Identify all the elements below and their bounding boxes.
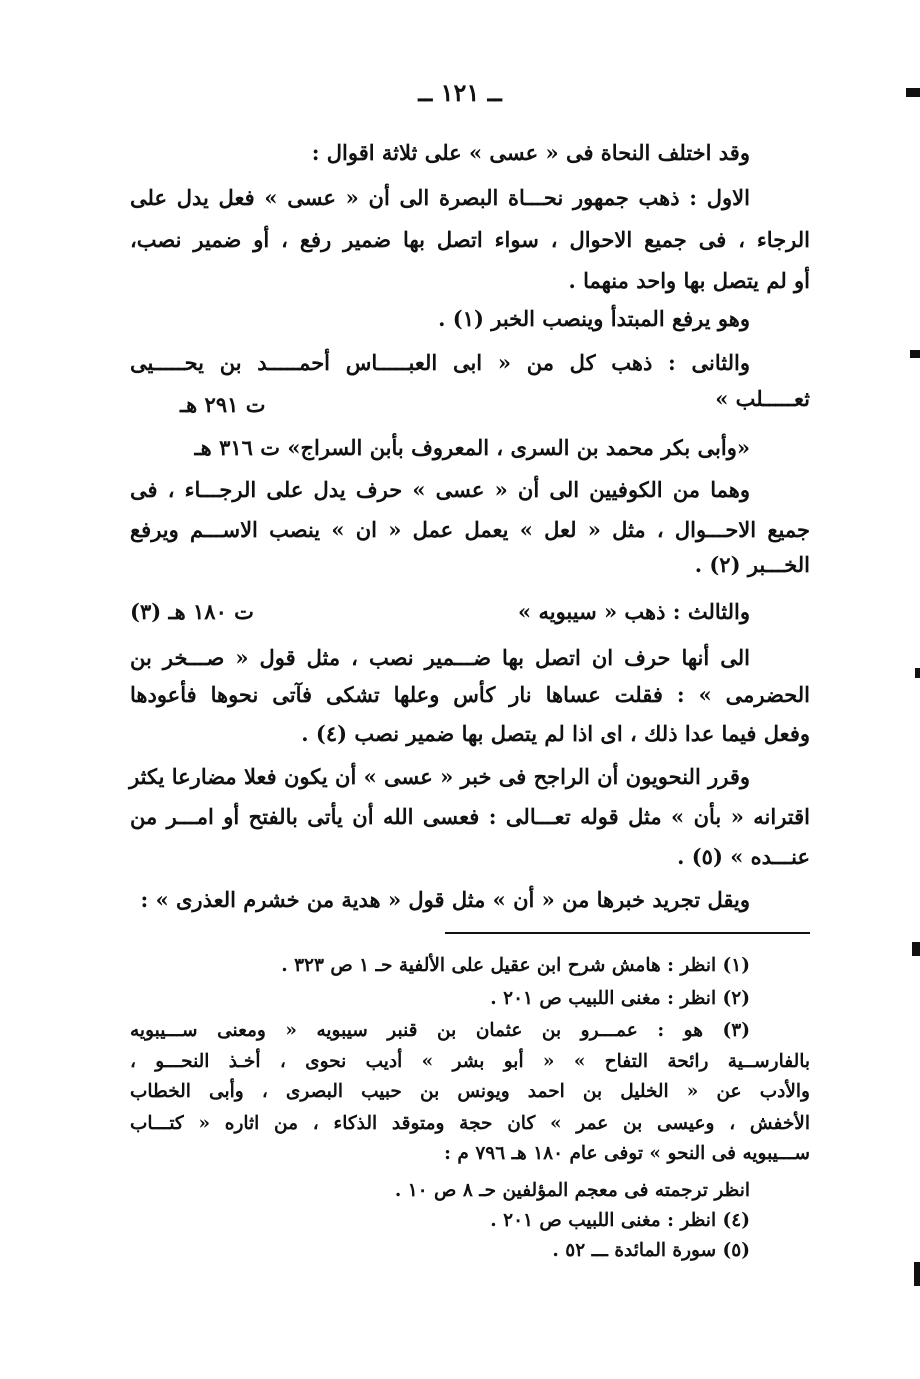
- footnote: (٢) انظر : مغنى اللبيب ص ٢٠١ .: [490, 988, 750, 1009]
- body-line: الى أنها حرف ان اتصل بها ضـــمير نصب ، مثل قول « صـــخر بن: [130, 645, 750, 670]
- body-line: وفعل فيما عدا ذلك ، اى اذا لم يتصل بها ضمير نصب (٤) .: [301, 721, 810, 746]
- body-line: وقد اختلف النحاة فى « عسى » على ثلاثة اقوال :: [311, 140, 750, 165]
- body-line: الاول : ذهب جمهور نحـــاة البصرة الى أن « عسى » فعل يدل على: [130, 185, 750, 210]
- footnote: (٥) سورة المائدة ـــ ٥٢ .: [552, 1240, 750, 1261]
- footnote: انظر ترجمته فى معجم المؤلفين حـ ٨ ص ١٠ .: [394, 1180, 750, 1201]
- footnote-separator: [445, 932, 810, 934]
- footnote: (٤) انظر : مغنى اللبيب ص ٢٠١ .: [490, 1210, 750, 1231]
- footnote: بالفارســية رائحة التفاح » « أبو بشر » أديب نحوى ، أخـذ النحـــو ،: [130, 1051, 810, 1072]
- body-line: وهما من الكوفيين الى أن « عسى » حرف يدل على الرجـــاء ، فى: [130, 477, 750, 502]
- body-line: وقرر النحويون أن الراجح فى خبر « عسى » أن يكون فعلا مضارعا يكثر: [129, 764, 750, 789]
- footnote: الأخفش ، وعيسى بن عمر » كان حجة ومتوقد الذكاء ، من اثاره « كتـــاب: [130, 1113, 810, 1134]
- body-line: «وأبى بكر محمد بن السرى ، المعروف بأبن السراج» ت ٣١٦ هـ: [194, 435, 750, 460]
- body-line: اقترانه « بأن » مثل قوله تعـــالى : فعسى الله أن يأتى بالفتح أو امـــر من: [130, 804, 810, 829]
- page-number: ــ ١٢١ ــ: [418, 78, 502, 107]
- body-line: الخـــبر (٢) .: [694, 552, 810, 577]
- body-line: أو لم يتصل بها واحد منهما .: [568, 268, 810, 293]
- footnote: (٣) هو : عمـــرو بن عثمان بن قنبر سيبويه « ومعنى ســـيبويه: [130, 1020, 750, 1041]
- body-line: والثالث : ذهب « سيبويه »: [518, 599, 750, 624]
- body-line: الرجاء ، فى جميع الاحوال ، سواء اتصل بها ضمير رفع ، أو ضمير نصب،: [130, 227, 810, 252]
- scan-edge-mark: [912, 942, 920, 956]
- body-line: ويقل تجريد خبرها من « أن » مثل قول « هدية من خشرم العذرى » :: [140, 887, 750, 912]
- scan-edge-mark: [910, 350, 920, 358]
- date-note: ت ٢٩١ هـ: [180, 392, 266, 417]
- body-line: ثعـــــلب »: [715, 386, 810, 411]
- footnote: ســـيبويه فى النحو » توفى عام ١٨٠ هـ ٧٩٦ م :: [444, 1143, 810, 1164]
- date-note: ت ١٨٠ هـ (٣): [130, 599, 254, 624]
- body-line: الحضرمى » : فقلت عساها نار كأس وعلها تشكى فآتى نحوها فأعودها: [130, 682, 810, 707]
- body-line: والثانى : ذهب كل من « ابى العبـــــاس أحمـــــد بن يحـــــيى: [130, 350, 750, 375]
- footnote: والأدب عن « الخليل بن احمد ويونس بن حبيب البصرى ، وأبى الخطاب: [130, 1081, 810, 1102]
- body-line: عنـــده » (٥) .: [677, 844, 810, 869]
- scan-edge-mark: [915, 668, 920, 678]
- body-line: وهو يرفع المبتدأ وينصب الخبر (١) .: [438, 306, 750, 331]
- body-line: جميع الاحـــوال ، مثل « لعل » يعمل عمل « ان » ينصب الاســـم ويرفع: [130, 517, 810, 542]
- scan-edge-mark: [914, 1262, 920, 1286]
- footnote: (١) انظر : هامش شرح ابن عقيل على الألفية حـ ١ ص ٣٢٣ .: [281, 955, 750, 976]
